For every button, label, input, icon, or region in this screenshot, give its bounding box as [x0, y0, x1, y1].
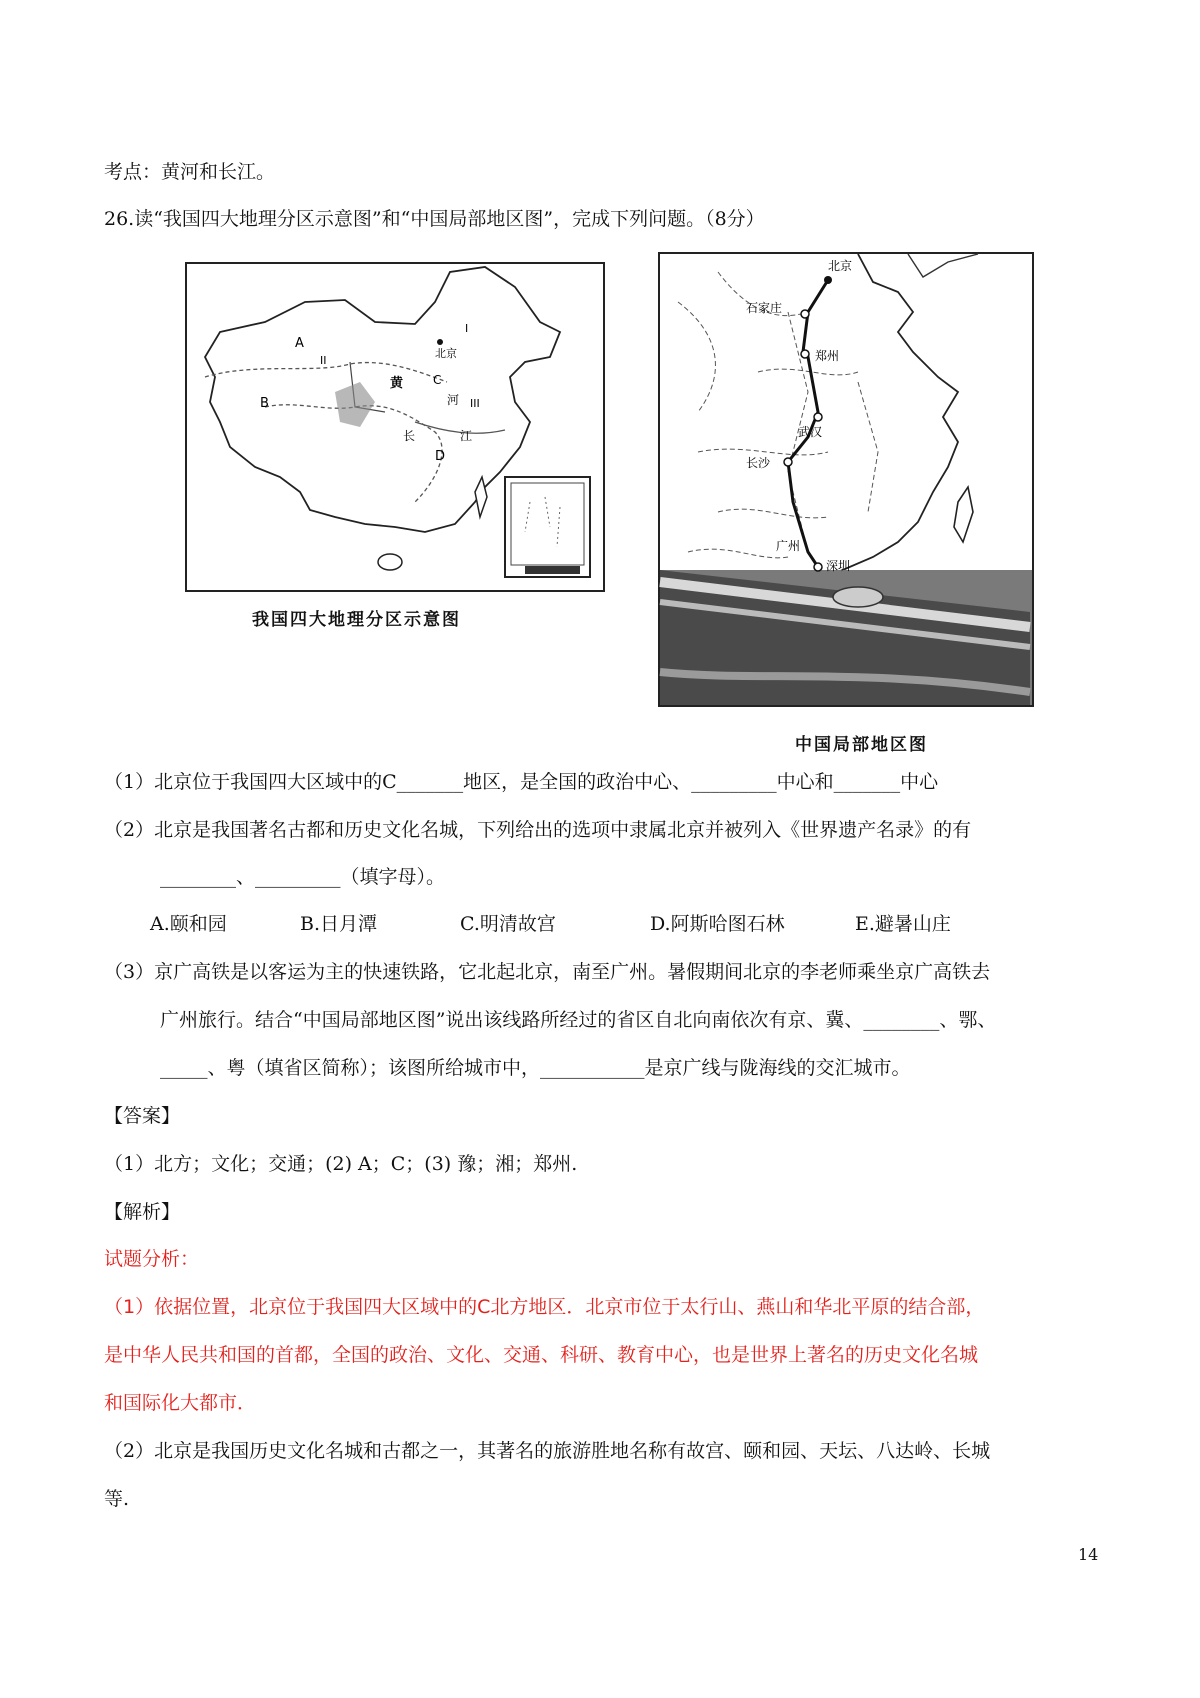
- map1-label-jiang: 江: [460, 429, 473, 443]
- map2-caption: 中国局部地区图: [795, 735, 928, 755]
- analysis-subheading: 试题分析：: [104, 1248, 200, 1270]
- q2-line1: （2）北京是我国著名古都和历史文化名城，下列给出的选项中隶属北京并被列入《世界遗产名录》的有: [104, 819, 972, 841]
- map2-label-shijiazhuang: 石家庄: [746, 301, 783, 315]
- map2-label-guangzhou: 广州: [776, 539, 801, 553]
- option-c: C.明清故宫: [460, 913, 556, 935]
- q3-line2: 广州旅行。结合“中国局部地区图”说出该线路所经过的省区自北向南依次有京、冀、________、鄂、: [160, 1009, 997, 1031]
- map1-beijing-dot: [437, 339, 443, 345]
- map2-label-beijing: 北京: [828, 259, 853, 273]
- map1-label-d: D: [435, 449, 446, 464]
- analysis-red-line3: 和国际化大都市．: [104, 1392, 257, 1414]
- answer-heading: 【答案】: [104, 1105, 181, 1127]
- map2-zhengzhou-dot: [801, 350, 809, 358]
- answer-text: （1）北方；文化；交通；(2) A；C；(3) 豫；湘；郑州.: [104, 1153, 578, 1175]
- map2-label-wuhan: 武汉: [798, 425, 823, 439]
- q3-line1: （3）京广高铁是以客运为主的快速铁路，它北起北京，南至广州。暑假期间北京的李老师乘坐京广高铁去: [104, 961, 991, 983]
- map1-label-chang: 长: [403, 429, 416, 443]
- question-title: 26.读“我国四大地理分区示意图”和“中国局部地区图”，完成下列问题。（8分）: [104, 208, 765, 230]
- map2-wuhan-dot: [814, 413, 822, 421]
- q3-line3: _____、粤（填省区简称）；该图所给城市中，___________是京广线与陇海线的交汇城市。: [160, 1057, 911, 1079]
- map-four-regions: [185, 262, 605, 592]
- kaodian-line: 考点：黄河和长江。: [104, 161, 276, 183]
- map1-label-iii: III: [470, 397, 480, 410]
- map1-label-huang: 黄: [390, 376, 404, 391]
- map2-label-zhengzhou: 郑州: [815, 349, 840, 363]
- option-d: D.阿斯哈图石林: [650, 913, 785, 935]
- map2-beijing-dot: [824, 276, 832, 284]
- analysis-red-line1: （1）依据位置，北京位于我国四大区域中的C北方地区．北京市位于太行山、燕山和华北平原的结合部，: [104, 1296, 985, 1318]
- map1-label-b: B: [260, 396, 269, 411]
- map2-label-shenzhen: 深圳: [826, 559, 851, 573]
- analysis-heading: 【解析】: [104, 1201, 181, 1223]
- analysis-a2-line2: 等.: [104, 1488, 130, 1510]
- map1-label-he: 河: [447, 393, 460, 407]
- map1-label-i: I: [465, 322, 469, 335]
- option-b: B.日月潭: [300, 913, 378, 935]
- analysis-a2-line1: （2）北京是我国历史文化名城和古都之一，其著名的旅游胜地名称有故宫、颐和园、天坛、八达岭、长城: [104, 1440, 991, 1462]
- q1-line: （1）北京位于我国四大区域中的C_______地区，是全国的政治中心、_________中心和_______中心: [104, 771, 939, 793]
- option-e: E.避暑山庄: [855, 913, 951, 935]
- map1-label-ii: II: [320, 354, 327, 367]
- map2-changsha-dot: [784, 458, 792, 466]
- map-china-partial: [658, 252, 1034, 707]
- map1-label-a: A: [295, 336, 304, 351]
- page-number: 14: [1078, 1545, 1099, 1564]
- analysis-red-line2: 是中华人民共和国的首都，全国的政治、文化、交通、科研、教育中心，也是世界上著名的历史文化名城: [104, 1344, 979, 1366]
- map1-label-beijing: 北京: [435, 347, 457, 360]
- option-a: A.颐和园: [150, 913, 227, 935]
- map2-label-changsha: 长沙: [746, 456, 771, 470]
- map1-caption: 我国四大地理分区示意图: [252, 610, 461, 630]
- map2-shijiazhuang-dot: [801, 310, 809, 318]
- map1-label-c: C: [433, 373, 442, 387]
- q2-line2: ________、_________（填字母）。: [160, 866, 446, 888]
- map2-shenzhen-dot: [814, 563, 822, 571]
